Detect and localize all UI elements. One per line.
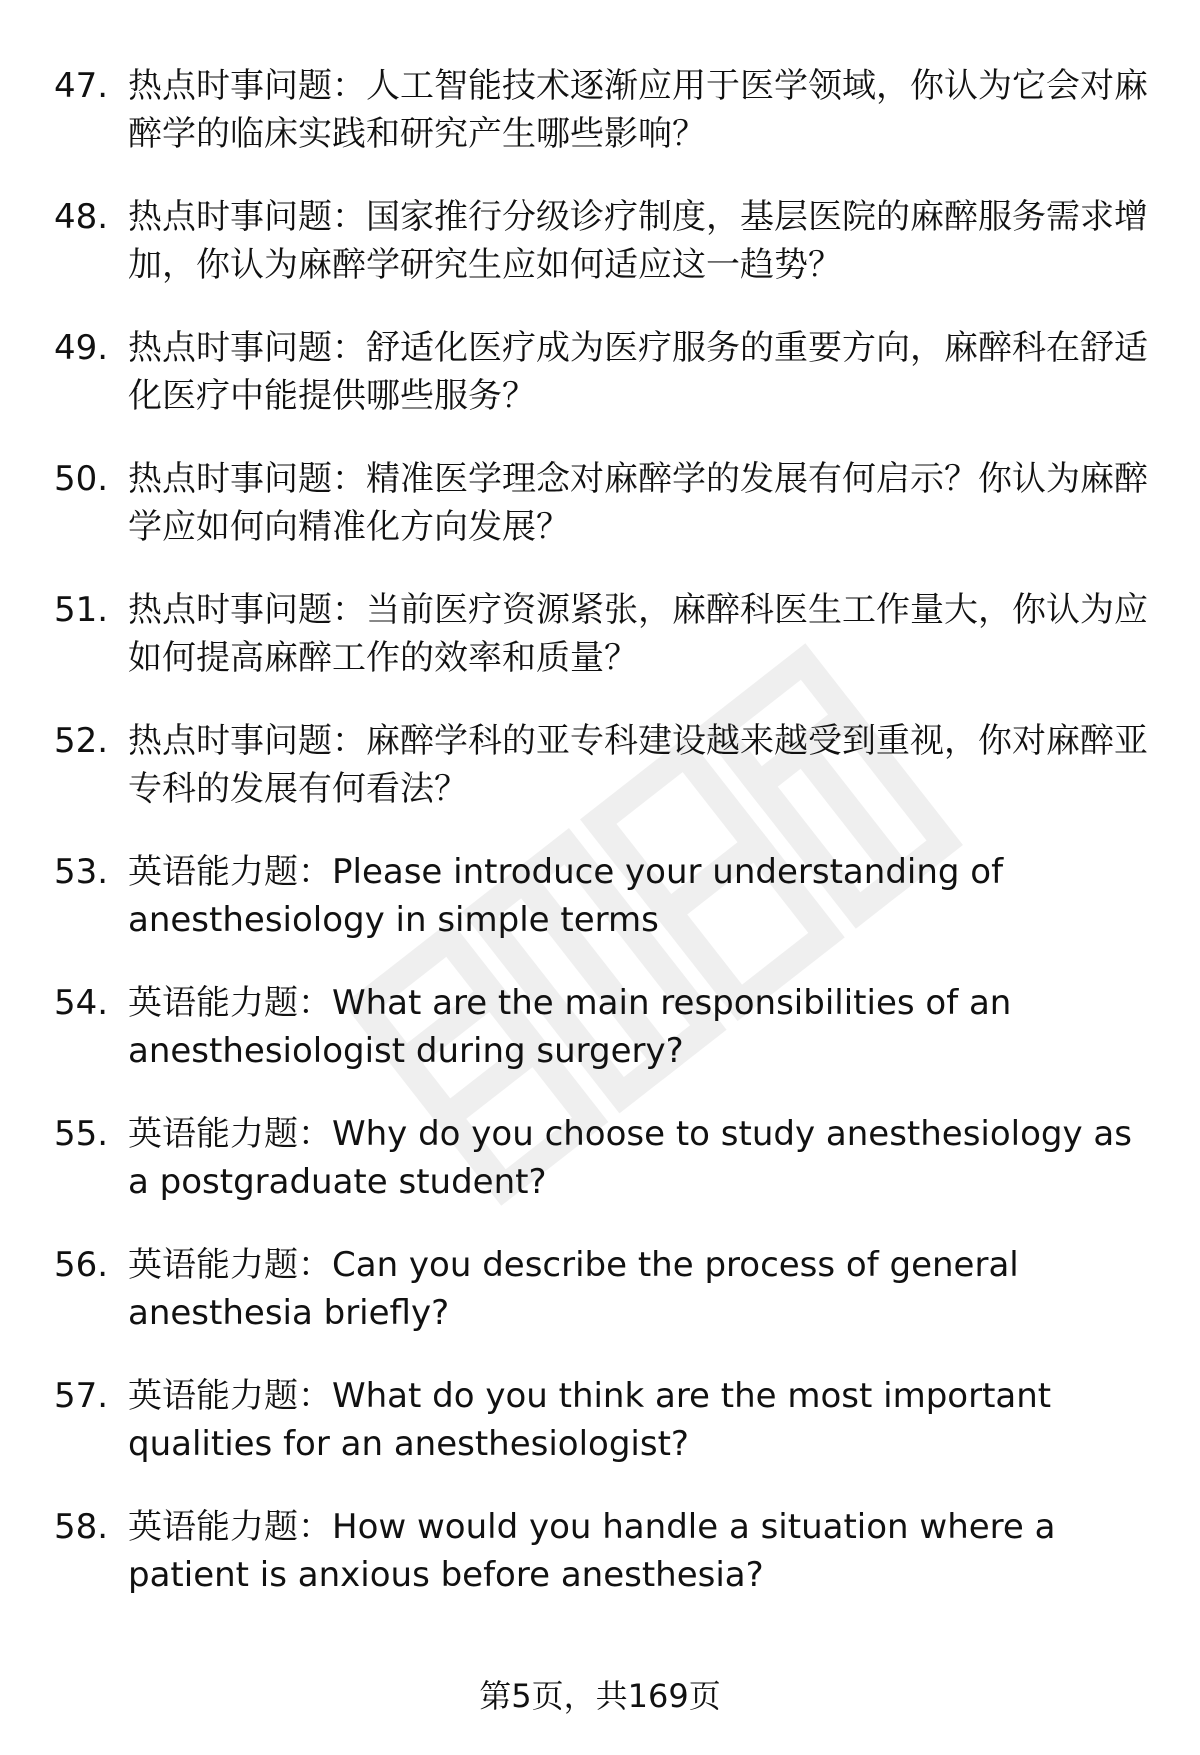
question-number: 52. (54, 721, 109, 761)
question-number: 50. (54, 459, 109, 499)
question-text: 英语能力题：What do you think are the most important qualities for an anesthesiologist? (128, 1376, 1052, 1464)
question-number: 55. (54, 1114, 109, 1154)
question-item (0, 193, 1200, 324)
question-item (0, 979, 1200, 1110)
question-number: 56. (54, 1245, 109, 1285)
question-number: 54. (54, 983, 109, 1023)
question-text: 英语能力题：What are the main responsibilities of an anesthesiologist during surgery? (128, 983, 1012, 1071)
question-number: 49. (54, 328, 109, 368)
question-text: 热点时事问题：国家推行分级诊疗制度，基层医院的麻醉服务需求增加，你认为麻醉学研究生应如何适应这一趋势？ (128, 197, 1148, 285)
question-text: 热点时事问题：当前医疗资源紧张，麻醉科医生工作量大，你认为应如何提高麻醉工作的效率和质量？ (128, 590, 1148, 678)
question-text: 热点时事问题：舒适化医疗成为医疗服务的重要方向，麻醉科在舒适化医疗中能提供哪些服务？ (128, 328, 1148, 416)
question-number: 57. (54, 1376, 109, 1416)
question-item (0, 1503, 1200, 1634)
question-text: 热点时事问题：麻醉学科的亚专科建设越来越受到重视，你对麻醉亚专科的发展有何看法？ (128, 721, 1148, 809)
question-text: 英语能力题：Can you describe the process of general anesthesia briefly? (128, 1245, 1019, 1333)
question-number: 47. (54, 66, 109, 106)
question-text: 英语能力题：Please introduce your understanding of anesthesiology in simple terms (128, 852, 1004, 940)
question-item (0, 62, 1200, 193)
question-item (0, 455, 1200, 586)
question-item (0, 1241, 1200, 1372)
question-text: 英语能力题：How would you handle a situation where a patient is anxious before anesthesia? (128, 1507, 1056, 1595)
question-item (0, 324, 1200, 455)
question-list (0, 62, 1200, 1634)
question-text: 热点时事问题：精准医学理念对麻醉学的发展有何启示？你认为麻醉学应如何向精准化方向发展？ (128, 459, 1148, 547)
question-text: 英语能力题：Why do you choose to study anesthesiology as a postgraduate student? (128, 1114, 1132, 1202)
question-number: 51. (54, 590, 109, 630)
question-item (0, 848, 1200, 979)
question-item (0, 717, 1200, 848)
question-number: 48. (54, 197, 109, 237)
question-item (0, 586, 1200, 717)
question-item (0, 1110, 1200, 1241)
question-number: 58. (54, 1507, 109, 1547)
question-item (0, 1372, 1200, 1503)
question-number: 53. (54, 852, 109, 892)
page-footer: 第5页，共169页 (479, 1677, 721, 1715)
question-text: 热点时事问题：人工智能技术逐渐应用于医学领域，你认为它会对麻醉学的临床实践和研究产生哪些影响？ (128, 66, 1148, 154)
